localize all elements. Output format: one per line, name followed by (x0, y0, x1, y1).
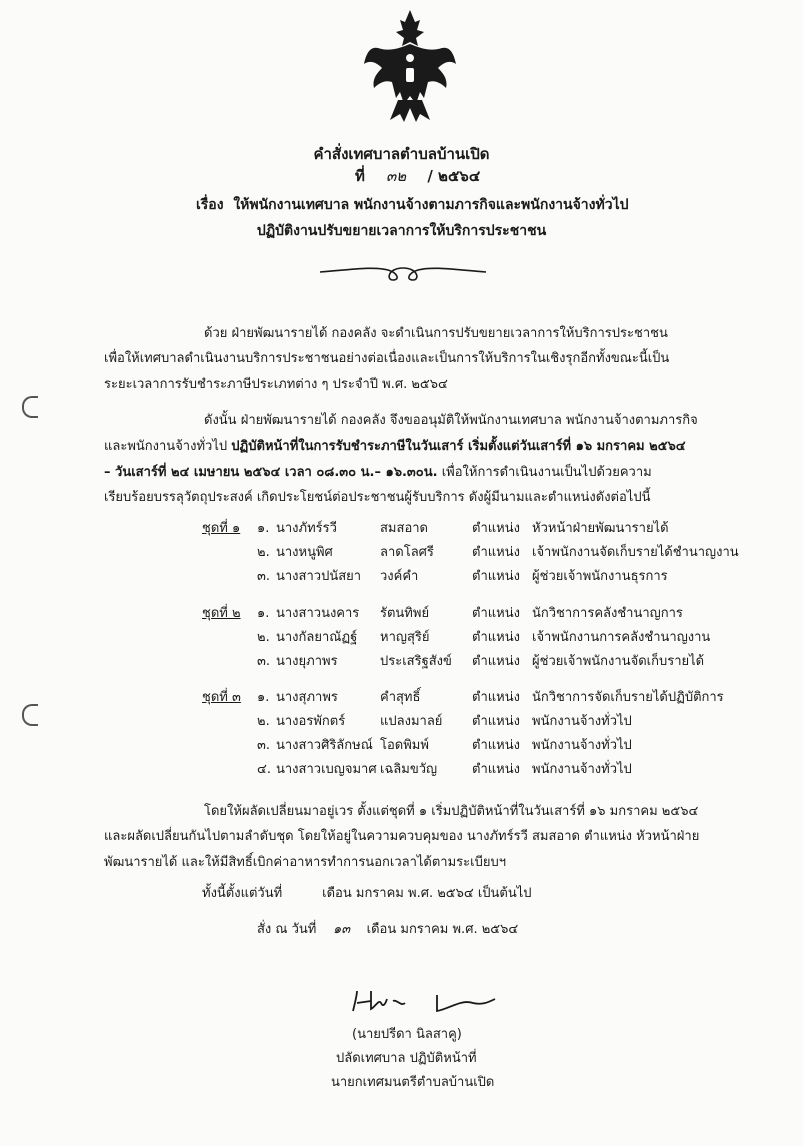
member-name: นางกัลยาณัฏฐ์ (276, 630, 358, 645)
member-surname: เฉลิมขวัญ (380, 762, 438, 777)
effective-date: ทั้งนี้ตั้งแต่วันที่ เดือน มกราคม พ.ศ. ๒๕๖๔ เป็นต้นไป (202, 886, 532, 901)
member-position: พนักงานจ้างทั่วไป (532, 714, 632, 729)
member-position: พนักงานจ้างทั่วไป (532, 738, 632, 753)
position-label: ตำแหน่ง (472, 521, 520, 536)
member-position: เจ้าพนักงานการคลังชำนาญงาน (532, 630, 711, 645)
member-name: นางหนูพิศ (276, 545, 333, 560)
member-name: นางสาวนงคาร (276, 606, 360, 621)
member-surname: วงค์คำ (380, 569, 419, 584)
subject-line-1: เรื่อง ให้พนักงานเทศบาล พนักงานจ้างตามภารกิจและพนักงานจ้างทั่วไป (196, 197, 629, 213)
paragraph-line: ดังนั้น ฝ่ายพัฒนารายได้ กองคลัง จึงขออนุมัติให้พนักงานเทศบาล พนักงานจ้างตามภารกิจ (204, 413, 698, 428)
member-number: ๔. (257, 762, 271, 777)
position-label: ตำแหน่ง (472, 654, 520, 669)
member-position: ผู้ช่วยเจ้าพนักงานธุรการ (532, 569, 668, 584)
order-number: ที่ ๓๒ / ๒๕๖๔ (355, 167, 481, 185)
member-number: ๑. (257, 521, 270, 536)
garuda-emblem (360, 8, 460, 126)
member-number: ๑. (257, 606, 270, 621)
group-label: ชุดที่ ๒ (202, 606, 241, 621)
paragraph-line: – วันเสาร์ที่ ๒๔ เมษายน ๒๕๖๔ เวลา ๐๘.๓๐ น.– ๑๖.๓๐น. เพื่อให้การดำเนินงานเป็นไปด้วยความ (104, 465, 652, 480)
member-name: นางสาวศิริลักษณ์ (276, 738, 373, 753)
paragraph-line: พัฒนารายได้ และให้มีสิทธิ์เบิกค่าอาหารทำการนอกเวลาได้ตามระเบียบฯ (104, 855, 507, 870)
member-position: เจ้าพนักงานจัดเก็บรายได้ชำนาญงาน (532, 545, 739, 560)
member-name: นางยุภาพร (276, 654, 338, 669)
group-label: ชุดที่ ๓ (202, 690, 241, 705)
signatory-name: (นายปรีดา นิลสาคู) (352, 1027, 462, 1042)
member-position: หัวหน้าฝ่ายพัฒนารายได้ (532, 521, 669, 536)
member-number: ๑. (257, 690, 270, 705)
member-surname: สมสอาด (380, 521, 428, 536)
member-surname: คำสุทธิ์ (380, 690, 421, 705)
member-number: ๓. (257, 654, 271, 669)
member-number: ๒. (257, 630, 270, 645)
position-label: ตำแหน่ง (472, 690, 520, 705)
member-number: ๒. (257, 545, 270, 560)
member-surname: แปลงมาลย์ (380, 714, 443, 729)
group-label: ชุดที่ ๑ (202, 521, 241, 536)
position-label: ตำแหน่ง (472, 606, 520, 621)
position-label: ตำแหน่ง (472, 738, 520, 753)
order-title: คำสั่งเทศบาลตำบลบ้านเปิด (313, 145, 490, 163)
member-number: ๓. (257, 569, 271, 584)
punch-hole (22, 396, 38, 418)
member-number: ๓. (257, 738, 271, 753)
position-label: ตำแหน่ง (472, 630, 520, 645)
member-surname: ลาดโลศรี (380, 545, 434, 560)
signatory-title: นายกเทศมนตรีตำบลบ้านเปิด (331, 1075, 495, 1090)
member-surname: หาญสุริย์ (380, 630, 430, 645)
punch-hole (22, 704, 38, 726)
subject-line-2: ปฏิบัติงานปรับขยายเวลาการให้บริการประชาชน (256, 223, 547, 239)
member-position: นักวิชาการจัดเก็บรายได้ปฏิบัติการ (532, 690, 724, 705)
member-surname: รัตนทิพย์ (380, 606, 430, 621)
member-surname: ประเสริฐสังข์ (380, 654, 452, 669)
signatory-title: ปลัดเทศบาล ปฏิบัติหน้าที่ (336, 1051, 477, 1066)
paragraph-line: และพนักงานจ้างทั่วไป ปฏิบัติหน้าที่ในการรับชำระภาษีในวันเสาร์ เริ่มตั้งแต่วันเสาร์ที่ ๑๖ มกราคม ๒๕๖๔ (104, 439, 686, 454)
ordered-date: สั่ง ณ วันที่ ๑๓ เดือน มกราคม พ.ศ. ๒๕๖๔ (257, 922, 519, 937)
ornament-divider (318, 258, 488, 284)
position-label: ตำแหน่ง (472, 545, 520, 560)
handwritten-signature (345, 985, 505, 1019)
member-name: นางภัทร์รวี (276, 521, 337, 536)
member-name: นางสาวเบญจมาศ (276, 762, 377, 777)
member-name: นางสุภาพร (276, 690, 338, 705)
member-surname: โอดพิมพ์ (380, 738, 429, 753)
member-position: ผู้ช่วยเจ้าพนักงานจัดเก็บรายได้ (532, 654, 705, 669)
member-position: พนักงานจ้างทั่วไป (532, 762, 632, 777)
member-number: ๒. (257, 714, 270, 729)
position-label: ตำแหน่ง (472, 762, 520, 777)
position-label: ตำแหน่ง (472, 714, 520, 729)
member-position: นักวิชาการคลังชำนาญการ (532, 606, 683, 621)
paragraph-line: ระยะเวลาการรับชำระภาษีประเภทต่าง ๆ ประจำปี พ.ศ. ๒๕๖๔ (104, 377, 448, 392)
position-label: ตำแหน่ง (472, 569, 520, 584)
member-name: นางอรพักตร์ (276, 714, 346, 729)
paragraph-line: และผลัดเปลี่ยนกันไปตามลำดับชุด โดยให้อยู่ในความควบคุมของ นางภัทร์รวี สมสอาด ตำแหน่ง หัวหน้าฝ่าย (104, 829, 700, 844)
member-name: นางสาวปนัสยา (276, 569, 362, 584)
paragraph-line: เรียบร้อยบรรลุวัตถุประสงค์ เกิดประโยชน์ต่อประชาชนผู้รับบริการ ดังผู้มีนามและตำแหน่งดังต่อไปนี้ (104, 490, 651, 505)
paragraph-line: โดยให้ผลัดเปลี่ยนมาอยู่เวร ตั้งแต่ชุดที่ ๑ เริ่มปฏิบัติหน้าที่ในวันเสาร์ที่ ๑๖ มกราคม ๒๕๖๔ (204, 804, 699, 819)
paragraph-line: เพื่อให้เทศบาลดำเนินงานบริการประชาชนอย่างต่อเนื่องและเป็นการให้บริการในเชิงรุกอีกทั้งขณะนี้เป็น (104, 351, 670, 366)
paragraph-line: ด้วย ฝ่ายพัฒนารายได้ กองคลัง จะดำเนินการปรับขยายเวลาการให้บริการประชาชน (204, 326, 668, 341)
